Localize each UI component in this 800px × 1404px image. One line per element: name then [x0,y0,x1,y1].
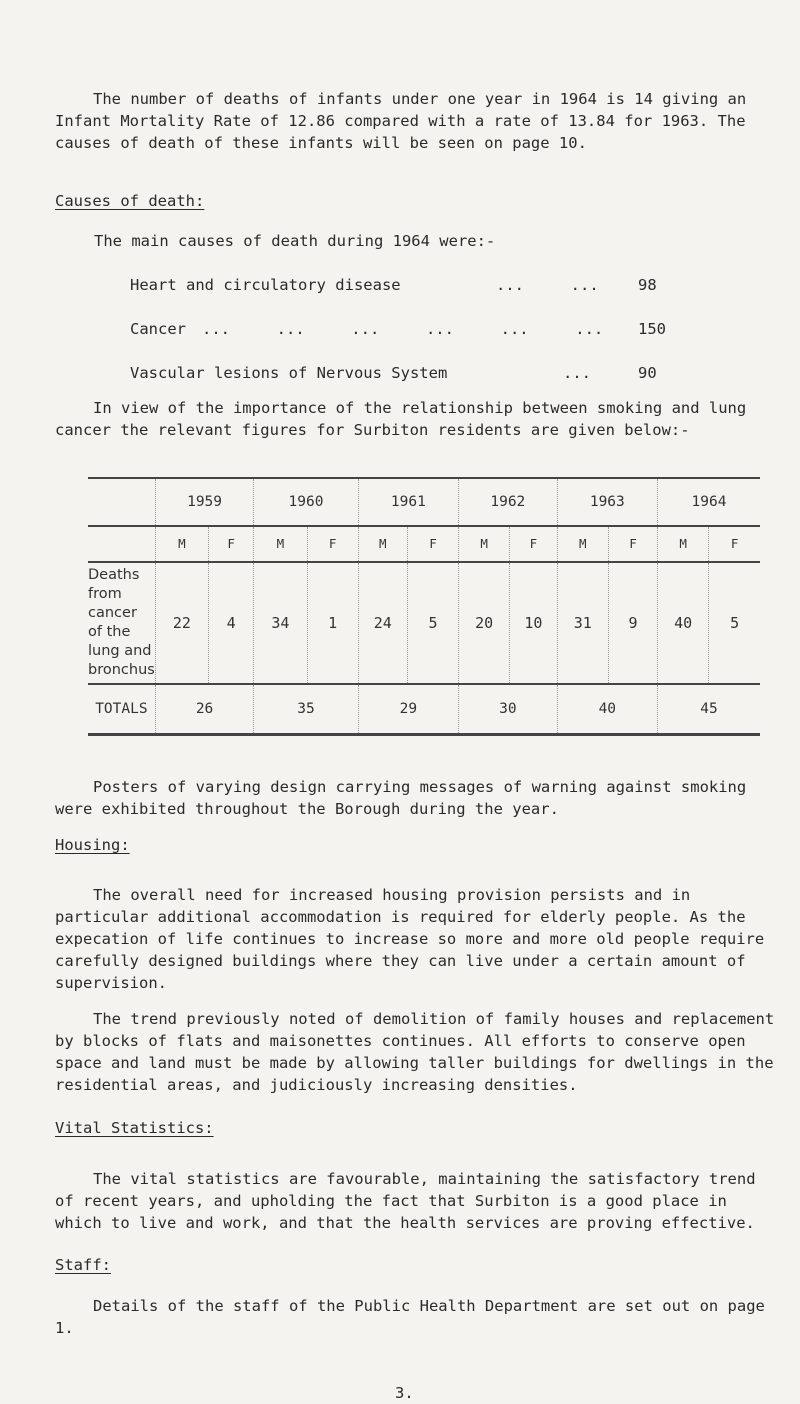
deaths-cell: 34 [254,562,307,684]
sex-header-m: M [155,526,208,562]
total-cell: 29 [358,684,458,735]
causes-intro: The main causes of death during 1964 were:- [94,232,496,250]
total-cell: 35 [254,684,358,735]
sex-header-f: F [307,526,358,562]
sex-header-f: F [709,526,760,562]
deaths-cell: 1 [307,562,358,684]
deaths-cell: 9 [608,562,657,684]
page-number: 3. [395,1383,414,1402]
cause-dots: ... [563,364,591,382]
housing-paragraph-1: The overall need for increased housing provision persists and in particular additional accommodation is required for elderly people. As the expecation of life continues to increase so more and more old people require carefully designed buildings where they can live under a certain amount of supervision. [55,886,774,992]
cause-value: 150 [638,320,666,338]
year-header: 1964 [658,478,760,526]
housing-paragraph-2: The trend previously noted of demolition of family houses and replacement by blocks of flats and maisonettes continues. All efforts to conserve open space and land must be made by allowing taller buildings for dwellings in the residential areas, and judiciously increasing densities. [55,1010,784,1094]
total-cell: 40 [557,684,657,735]
sex-header-f: F [209,526,254,562]
posters-paragraph: Posters of varying design carrying messages of warning against smoking were exhibited throughout the Borough during the year. [55,778,756,818]
deaths-cell: 5 [407,562,458,684]
year-header: 1963 [557,478,657,526]
sex-header-m: M [557,526,608,562]
year-header: 1959 [155,478,253,526]
deaths-cell: 4 [209,562,254,684]
cause-label: Heart and circulatory disease [130,276,401,294]
deaths-cell: 22 [155,562,208,684]
deaths-cell: 5 [709,562,760,684]
smoking-paragraph: In view of the importance of the relationship between smoking and lung cancer the relevant figures for Surbiton residents are given below:- [55,399,756,439]
cause-dots: ... ... [496,276,599,294]
year-header: 1962 [459,478,558,526]
total-cell: 26 [155,684,253,735]
sex-header-m: M [459,526,510,562]
deaths-cell: 40 [658,562,709,684]
sex-header-row [88,526,760,562]
corner-cell [88,478,155,526]
deaths-cell: 31 [557,562,608,684]
sex-header-m: M [358,526,407,562]
sex-header-f: F [407,526,458,562]
deaths-cell: 20 [459,562,510,684]
deaths-cell: 10 [510,562,557,684]
cause-value: 98 [638,276,657,294]
totals-row [88,684,760,735]
cause-label: Vascular lesions of Nervous System [130,364,448,382]
sex-header-m: M [658,526,709,562]
sex-header-f: F [510,526,557,562]
sex-header-m: M [254,526,307,562]
total-cell: 30 [459,684,558,735]
total-cell: 45 [658,684,760,735]
cause-value: 90 [638,364,657,382]
staff-paragraph: Details of the staff of the Public Health Department are set out on page 1. [55,1297,775,1337]
totals-label: TOTALS [88,684,155,735]
staff-heading: Staff: [55,1256,111,1274]
causes-heading: Causes of death: [55,192,205,210]
deaths-row [88,562,760,684]
row-label: Deaths from cancer of the lung and bronchus [88,567,155,678]
deaths-cell: 24 [358,562,407,684]
lung-cancer-table [88,477,760,736]
sex-header-f: F [608,526,657,562]
cause-dots: ... ... ... ... ... ... [202,320,604,338]
year-header: 1961 [358,478,458,526]
year-header: 1960 [254,478,358,526]
cause-label: Cancer [130,320,186,338]
vital-statistics-heading: Vital Statistics: [55,1119,214,1137]
housing-heading: Housing: [55,836,130,854]
intro-paragraph: The number of deaths of infants under one year in 1964 is 14 giving an Infant Mortality Rate of 12.86 compared with a rate of 13.84 for 1963. The causes of death of these infants will be seen on page 10. [55,90,756,152]
vital-statistics-paragraph: The vital statistics are favourable, maintaining the satisfactory trend of recent years, and upholding the fact that Surbiton is a good place in which to live and work, and that the health services are proving effective. [55,1170,765,1232]
years-header-row [88,478,760,526]
